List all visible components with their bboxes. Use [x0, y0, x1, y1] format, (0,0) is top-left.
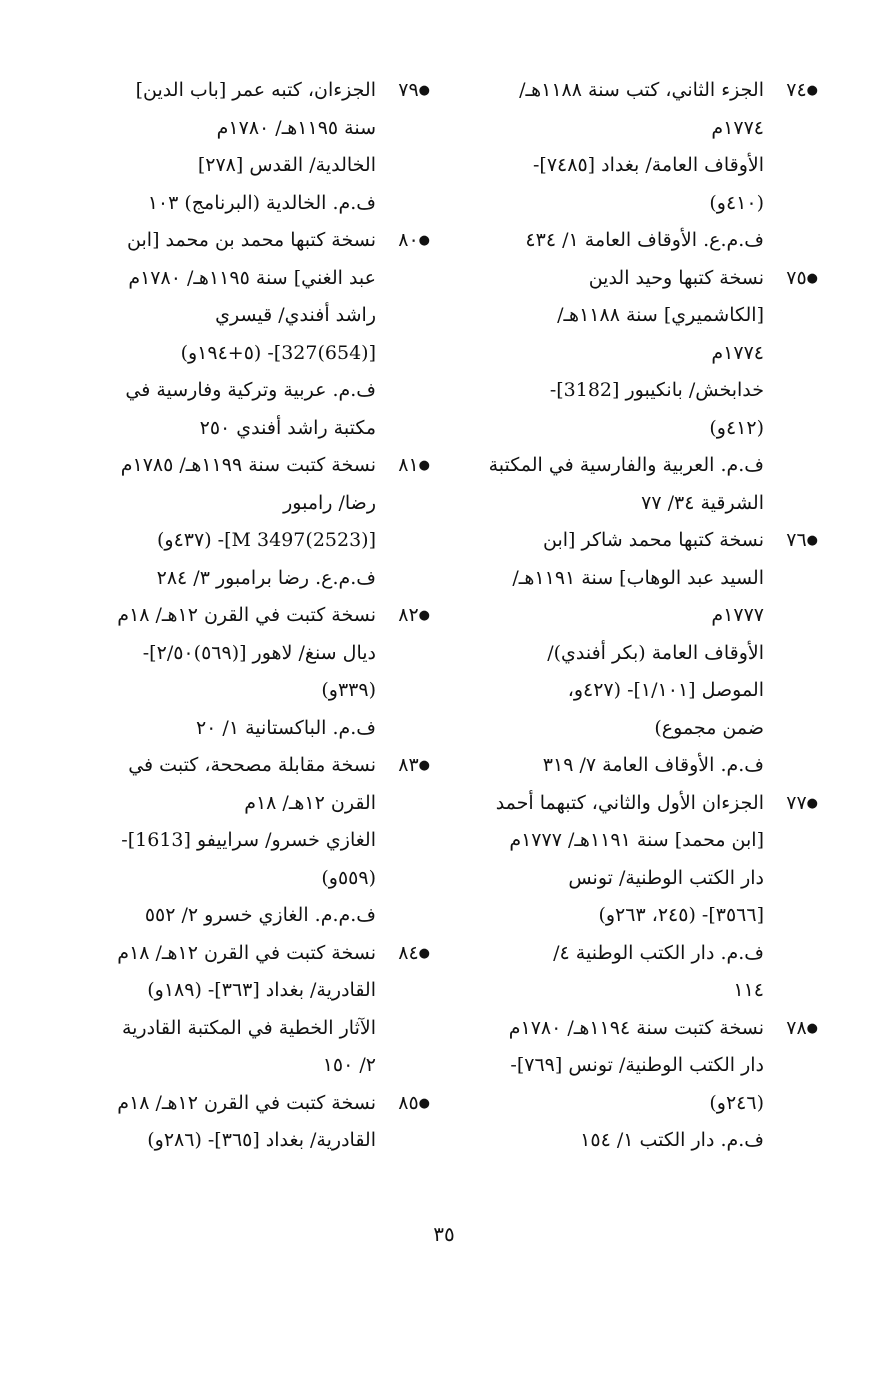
- entry-line: (٤١٢و): [709, 416, 764, 439]
- entry-number-text: ٨٢: [398, 604, 419, 626]
- entry-number: [378, 72, 430, 110]
- entry-line: الشرقية ٣٤/ ٧٧: [641, 491, 764, 514]
- entry-number: [378, 222, 430, 260]
- bullet-icon: ●: [418, 608, 430, 623]
- catalog-entry: [94, 597, 430, 747]
- entry-line: ف.م. دار الكتب ١/ ١٥٤: [580, 1129, 764, 1151]
- entry-line: [(654)327]- (٥+١٩٤و): [180, 341, 376, 364]
- entry-number: [766, 1010, 818, 1048]
- right-column: [478, 72, 818, 1160]
- entry-number-text: ٨٤: [398, 941, 419, 964]
- entry-number-text: ٨٣: [398, 754, 419, 776]
- left-column: [94, 72, 430, 1160]
- entry-line: ف.م. دار الكتب الوطنية ٤/: [553, 941, 764, 964]
- entry-line: الجزءان، كتبه عمر [باب الدين]: [135, 79, 376, 101]
- entry-line: ١٧٧٤م: [711, 341, 764, 364]
- entry-line: ديال سنغ/ لاهور [(٥٦٩)٢/٥٠]-: [142, 641, 376, 664]
- entry-line: ف.م.م. الغازي خسرو ٢/ ٥٥٢: [144, 904, 376, 926]
- entry-line: (٥٥٩و): [321, 866, 376, 889]
- bullet-icon: ●: [418, 758, 430, 773]
- entry-line: السيد عبد الوهاب] سنة ١١٩١هـ/: [512, 566, 764, 589]
- entry-number: [378, 1085, 430, 1123]
- entry-line: رضا/ رامبور: [283, 491, 376, 514]
- entry-line: خدابخش/ بانكيبور [3182]-: [549, 379, 764, 401]
- catalog-entry: [478, 522, 818, 785]
- entry-line: ١١٤: [733, 979, 764, 1001]
- bullet-icon: ●: [418, 1095, 430, 1111]
- entry-line: ف.م. الخالدية (البرنامج) ١٠٣: [147, 191, 376, 214]
- entry-line: نسخة كتبها محمد شاكر [ابن: [543, 529, 764, 551]
- entry-line: نسخة مقابلة مصححة، كتبت في: [128, 754, 376, 776]
- entry-line: نسخة كتبها وحيد الدين: [588, 266, 764, 289]
- entry-line: عبد الغني] سنة ١١٩٥هـ/ ١٧٨٠م: [128, 266, 376, 289]
- entry-line: ٢/ ١٥٠: [322, 1054, 376, 1076]
- entry-line: نسخة كتبت في القرن ١٢هـ/ ١٨م: [117, 604, 376, 626]
- entry-line: نسخة كتبت سنة ١١٩٤هـ/ ١٧٨٠م: [508, 1016, 764, 1039]
- entry-line: الجزء الثاني، كتب سنة ١١٨٨هـ/: [519, 79, 764, 101]
- entry-line: ضمن مجموع): [654, 716, 764, 739]
- bullet-icon: ●: [806, 795, 818, 811]
- bullet-icon: ●: [806, 270, 818, 286]
- entry-line: نسخة كتبت في القرن ١٢هـ/ ١٨م: [117, 1091, 376, 1114]
- bullet-icon: ●: [418, 233, 430, 248]
- entry-number: [766, 522, 818, 560]
- entry-number-text: ٧٧: [786, 791, 807, 814]
- entry-line: (٤١٠و): [709, 191, 764, 214]
- catalog-entry: [478, 1010, 818, 1160]
- bullet-icon: ●: [418, 458, 430, 473]
- entry-number: [378, 935, 430, 973]
- page-number: ٣٥: [433, 1222, 455, 1246]
- entry-line: [(2523)3497 M]- (٤٣٧و): [157, 529, 376, 551]
- catalog-entry: [94, 447, 430, 597]
- entry-line: الأوقاف العامة/ بغداد [٧٤٨٥]-: [532, 154, 764, 176]
- entry-number: [378, 597, 430, 635]
- catalog-entry: [94, 935, 430, 1085]
- entry-line: ف.م.ع. الأوقاف العامة ١/ ٤٣٤: [525, 229, 764, 251]
- entry-line: القادرية/ بغداد [٣٦٣]- (١٨٩و): [147, 979, 376, 1001]
- catalog-entry: [94, 222, 430, 447]
- entry-line: مكتبة راشد أفندي ٢٥٠: [199, 416, 376, 439]
- entry-number: [766, 785, 818, 823]
- entry-line: ١٧٧٤م: [711, 116, 764, 139]
- entry-line: ف.م.ع. رضا برامبور ٣/ ٢٨٤: [156, 566, 376, 589]
- entry-line: نسخة كتبها محمد بن محمد [ابن: [127, 229, 376, 251]
- entry-number-text: ٨١: [398, 454, 419, 476]
- catalog-entry: [94, 72, 430, 222]
- entry-number: [766, 260, 818, 298]
- entry-line: الغازي خسرو/ سراييفو [1613]-: [121, 829, 376, 851]
- bullet-icon: ●: [418, 83, 430, 98]
- catalog-entry: [94, 747, 430, 935]
- catalog-entry: [478, 72, 818, 260]
- entry-number-text: ٨٥: [398, 1091, 419, 1114]
- entry-line: دار الكتب الوطنية/ تونس: [568, 866, 764, 889]
- entry-line: نسخة كتبت في القرن ١٢هـ/ ١٨م: [117, 941, 376, 964]
- entry-number: [766, 72, 818, 110]
- entry-line: الآثار الخطية في المكتبة القادرية: [121, 1016, 376, 1039]
- entry-line: الجزءان الأول والثاني، كتبهما أحمد: [495, 791, 764, 814]
- catalog-entry: [478, 260, 818, 523]
- entry-number-text: ٧٩: [398, 79, 419, 101]
- entry-number-text: ٧٥: [786, 266, 807, 289]
- entry-line: (٢٤٦و): [709, 1091, 764, 1114]
- entry-line: (٣٣٩و): [321, 679, 376, 701]
- entry-line: الخالدية/ القدس [٢٧٨]: [197, 154, 376, 176]
- entry-line: القرن ١٢هـ/ ١٨م: [244, 791, 376, 814]
- bullet-icon: ●: [806, 533, 818, 548]
- entry-line: ف.م. الباكستانية ١/ ٢٠: [195, 716, 376, 739]
- entry-line: القادرية/ بغداد [٣٦٥]- (٢٨٦و): [147, 1129, 376, 1151]
- entry-line: ف.م. الأوقاف العامة ٧/ ٣١٩: [542, 754, 764, 776]
- entry-number-text: ٨٠: [398, 229, 419, 251]
- entry-number: [378, 447, 430, 485]
- entry-line: ف.م. العربية والفارسية في المكتبة: [488, 454, 764, 476]
- entry-number-text: ٧٤: [786, 79, 807, 101]
- entry-line: [٣٥٦٦]- (٢٤٥، ٢٦٣و): [598, 904, 764, 926]
- entry-number: [378, 747, 430, 785]
- bullet-icon: ●: [806, 1020, 818, 1036]
- entry-line: [ابن محمد] سنة ١١٩١هـ/ ١٧٧٧م: [509, 829, 764, 851]
- entry-number-text: ٧٦: [786, 529, 807, 551]
- entry-line: نسخة كتبت سنة ١١٩٩هـ/ ١٧٨٥م: [120, 454, 376, 476]
- entry-line: دار الكتب الوطنية/ تونس [٧٦٩]-: [510, 1054, 764, 1076]
- entry-line: [الكاشميري] سنة ١١٨٨هـ/: [557, 304, 764, 326]
- entry-line: راشد أفندي/ قيسري: [215, 304, 376, 326]
- bullet-icon: ●: [806, 83, 818, 98]
- entry-number-text: ٧٨: [786, 1016, 807, 1039]
- entry-line: ف.م. عربية وتركية وفارسية في: [125, 379, 376, 401]
- entry-line: ١٧٧٧م: [711, 604, 764, 626]
- bullet-icon: ●: [418, 945, 430, 961]
- entry-line: الموصل [١/١٠١]- (٤٢٧و،: [567, 679, 764, 701]
- entry-line: الأوقاف العامة (بكر أفندي)/: [547, 641, 764, 664]
- catalog-entry: [478, 785, 818, 1010]
- entry-line: سنة ١١٩٥هـ/ ١٧٨٠م: [216, 116, 376, 139]
- catalog-entry: [94, 1085, 430, 1160]
